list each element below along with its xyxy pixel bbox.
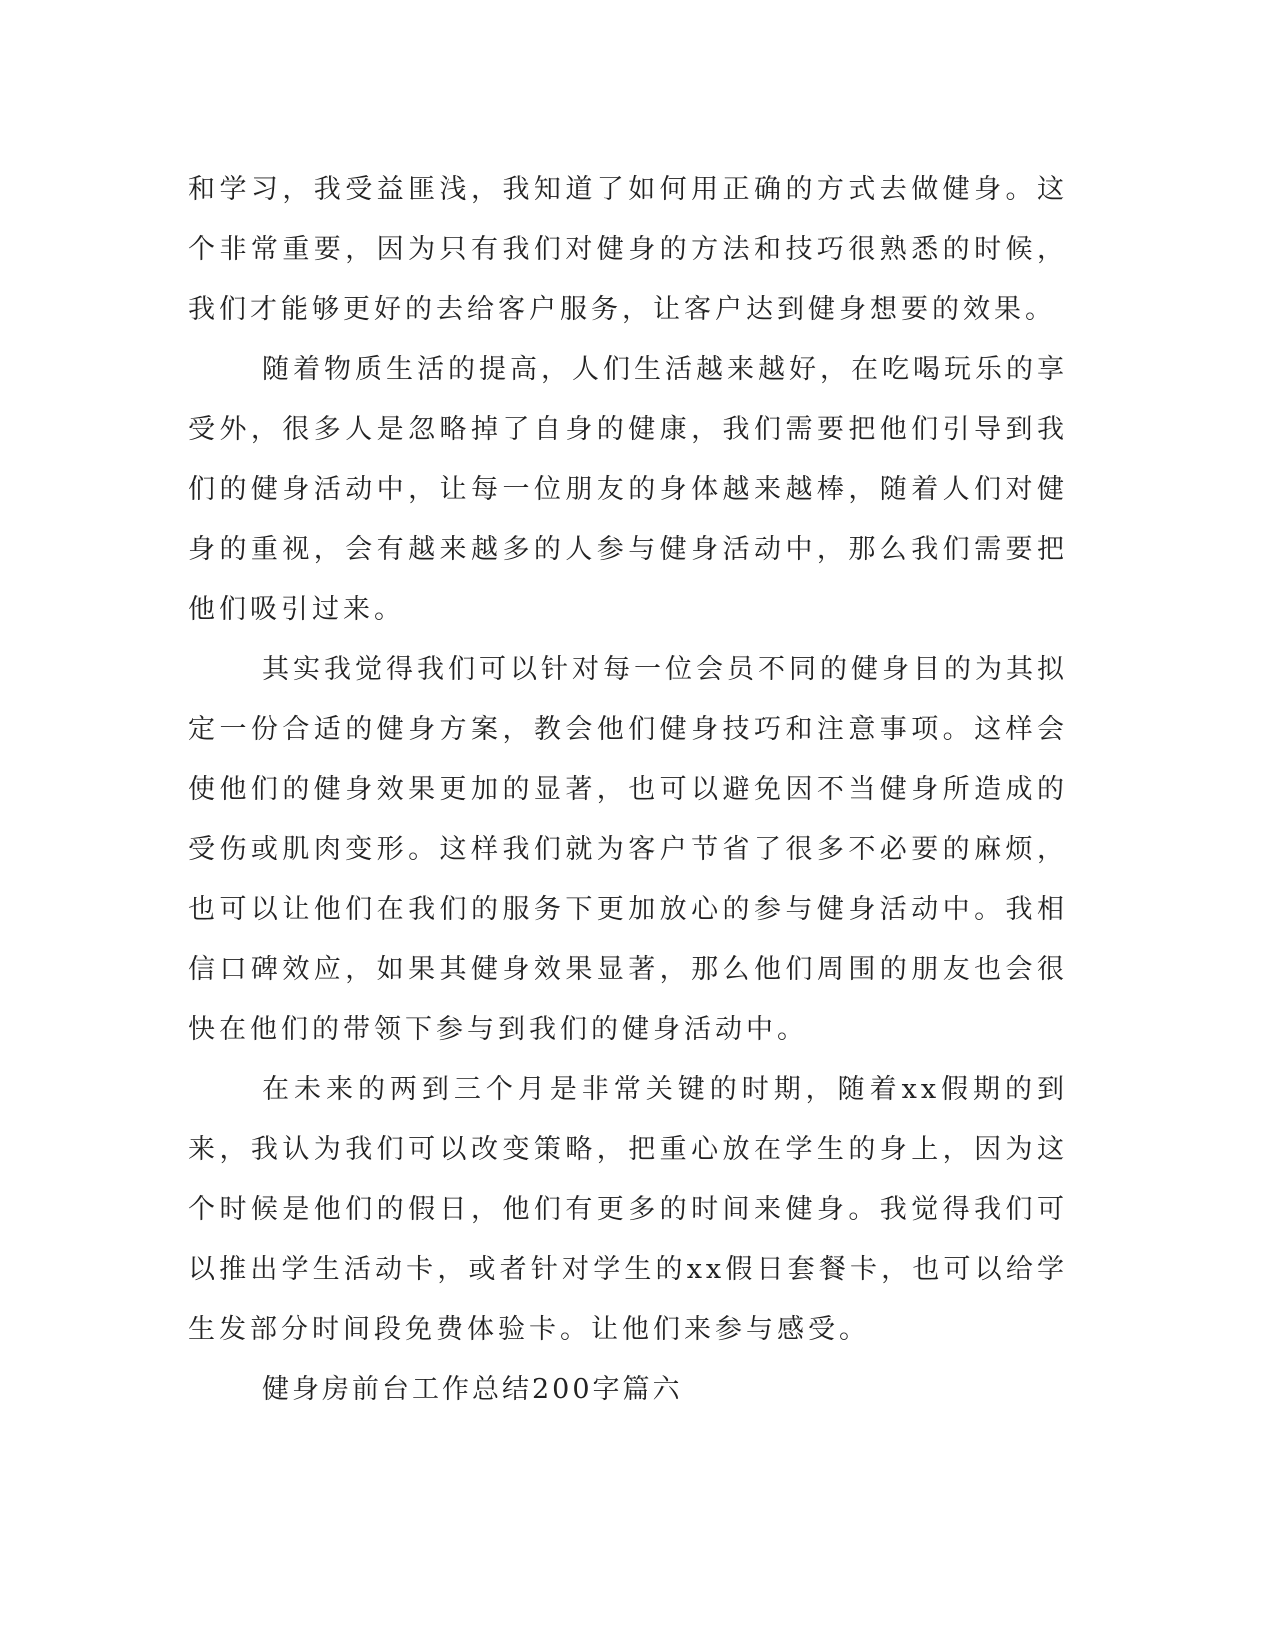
paragraph-continued: 和学习，我受益匪浅，我知道了如何用正确的方式去做健身。这个非常重要，因为只有我们对健身的方法和技巧很熟悉的时候，我们才能够更好的去给客户服务，让客户达到健身想要的效果。 <box>188 174 1068 325</box>
paragraph-fitness-plan: 其实我觉得我们可以针对每一位会员不同的健身目的为其拟定一份合适的健身方案，教会他们健身技巧和注意事项。这样会使他们的健身效果更加的显著，也可以避免因不当健身所造成的受伤或肌肉变形。这样我们就为客户节省了很多不必要的麻烦，也可以让他们在我们的服务下更加放心的参与健身活动中。我相信口碑效应，如果其健身效果显著，那么他们周围的朋友也会很快在他们的带领下参与到我们的健身活动中。 <box>188 654 1068 1045</box>
section-heading: 健身房前台工作总结200字篇六 <box>262 1374 683 1405</box>
paragraph-material-life: 随着物质生活的提高，人们生活越来越好，在吃喝玩乐的享受外，很多人是忽略掉了自身的健康，我们需要把他们引导到我们的健身活动中，让每一位朋友的身体越来越棒，随着人们对健身的重视，会有越来越多的人参与健身活动中，那么我们需要把他们吸引过来。 <box>188 354 1068 625</box>
paragraph-student-strategy: 在未来的两到三个月是非常关键的时期，随着xx假期的到来，我认为我们可以改变策略，把重心放在学生的身上，因为这个时候是他们的假日，他们有更多的时间来健身。我觉得我们可以推出学生活动卡，或者针对学生的xx假日套餐卡，也可以给学生发部分时间段免费体验卡。让他们来参与感受。 <box>188 1074 1068 1345</box>
document-body <box>188 160 1068 1420</box>
